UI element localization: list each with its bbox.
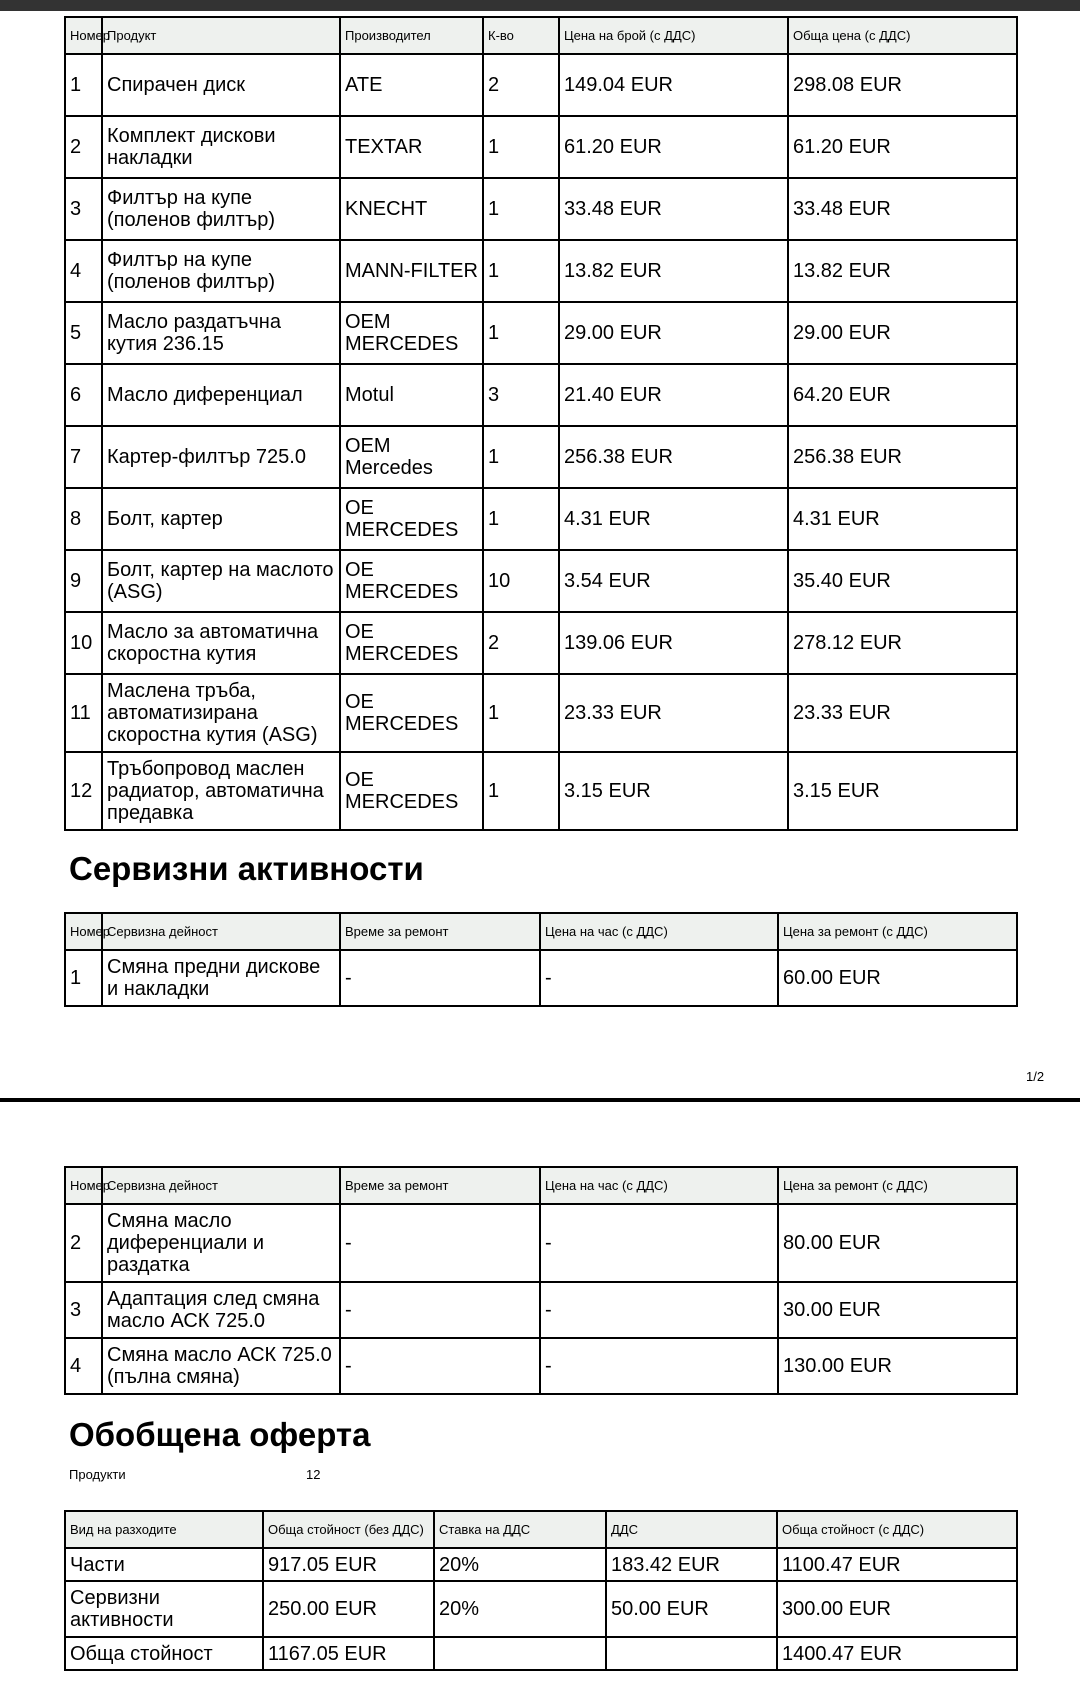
cell-vat-rate bbox=[434, 1637, 606, 1670]
cell-manufacturer: OE MERCEDES bbox=[340, 674, 483, 752]
table-row bbox=[65, 674, 1017, 752]
cell-activity: Смяна предни дискове и накладки bbox=[102, 950, 340, 1006]
cell-quantity: 1 bbox=[483, 302, 559, 364]
cell-net-total: 1167.05 EUR bbox=[263, 1637, 434, 1670]
cell-unit-price: 29.00 EUR bbox=[559, 302, 788, 364]
cell-number: 1 bbox=[65, 54, 102, 116]
cell-unit-price: 4.31 EUR bbox=[559, 488, 788, 550]
cell-product: Картер-филтър 725.0 bbox=[102, 426, 340, 488]
cell-unit-price: 33.48 EUR bbox=[559, 178, 788, 240]
cell-gross-total: 1400.47 EUR bbox=[777, 1637, 1017, 1670]
cell-number: 6 bbox=[65, 364, 102, 426]
cell-quantity: 10 bbox=[483, 550, 559, 612]
cell-unit-price: 23.33 EUR bbox=[559, 674, 788, 752]
header-repair-price: Цена за ремонт (с ДДС) bbox=[778, 913, 1017, 950]
table-row bbox=[65, 550, 1017, 612]
cell-activity: Смяна масло АСК 725.0 (пълна смяна) bbox=[102, 1338, 340, 1394]
header-number: Номер bbox=[65, 913, 102, 950]
services-table-page2 bbox=[64, 1166, 1018, 1395]
cell-quantity: 1 bbox=[483, 178, 559, 240]
cell-net-total: 917.05 EUR bbox=[263, 1548, 434, 1581]
table-row bbox=[65, 364, 1017, 426]
cell-total-price: 35.40 EUR bbox=[788, 550, 1017, 612]
cell-repair-time: - bbox=[340, 1338, 540, 1394]
cell-number: 12 bbox=[65, 752, 102, 830]
summary-products-count bbox=[69, 1467, 321, 1482]
cell-expense-type: Обща стойност bbox=[65, 1637, 263, 1670]
header-quantity: К-во bbox=[483, 17, 559, 54]
table-row bbox=[65, 426, 1017, 488]
cell-product: Болт, картер на маслото (ASG) bbox=[102, 550, 340, 612]
summary-table bbox=[64, 1510, 1018, 1671]
cell-vat bbox=[606, 1637, 777, 1670]
table-row bbox=[65, 1637, 1017, 1670]
cell-unit-price: 139.06 EUR bbox=[559, 612, 788, 674]
header-product: Продукт bbox=[102, 17, 340, 54]
cell-manufacturer: ATE bbox=[340, 54, 483, 116]
cell-gross-total: 300.00 EUR bbox=[777, 1581, 1017, 1637]
cell-number: 8 bbox=[65, 488, 102, 550]
cell-unit-price: 256.38 EUR bbox=[559, 426, 788, 488]
cell-quantity: 1 bbox=[483, 488, 559, 550]
cell-unit-price: 3.54 EUR bbox=[559, 550, 788, 612]
cell-total-price: 3.15 EUR bbox=[788, 752, 1017, 830]
cell-product: Масло за автоматична скоростна кутия bbox=[102, 612, 340, 674]
cell-total-price: 29.00 EUR bbox=[788, 302, 1017, 364]
cell-total-price: 278.12 EUR bbox=[788, 612, 1017, 674]
cell-total-price: 64.20 EUR bbox=[788, 364, 1017, 426]
header-number: Номер bbox=[65, 17, 102, 54]
header-activity: Сервизна дейност bbox=[102, 1167, 340, 1204]
cell-vat: 183.42 EUR bbox=[606, 1548, 777, 1581]
cell-number: 4 bbox=[65, 1338, 102, 1394]
cell-hourly-rate: - bbox=[540, 950, 778, 1006]
table-row bbox=[65, 54, 1017, 116]
cell-number: 2 bbox=[65, 116, 102, 178]
header-manufacturer: Производител bbox=[340, 17, 483, 54]
cell-number: 4 bbox=[65, 240, 102, 302]
cell-expense-type: Части bbox=[65, 1548, 263, 1581]
cell-manufacturer: Motul bbox=[340, 364, 483, 426]
header-repair-price: Цена за ремонт (с ДДС) bbox=[778, 1167, 1017, 1204]
cell-hourly-rate: - bbox=[540, 1204, 778, 1282]
table-row bbox=[65, 116, 1017, 178]
header-number: Номер bbox=[65, 1167, 102, 1204]
cell-number: 10 bbox=[65, 612, 102, 674]
header-vat: ДДС bbox=[606, 1511, 777, 1548]
table-row bbox=[65, 1282, 1017, 1338]
products-table bbox=[64, 16, 1018, 831]
table-header-row bbox=[65, 17, 1017, 54]
cell-product: Филтър на купе (поленов филтър) bbox=[102, 240, 340, 302]
cell-expense-type: Сервизни активности bbox=[65, 1581, 263, 1637]
cell-number: 9 bbox=[65, 550, 102, 612]
cell-quantity: 1 bbox=[483, 674, 559, 752]
cell-total-price: 61.20 EUR bbox=[788, 116, 1017, 178]
cell-vat: 50.00 EUR bbox=[606, 1581, 777, 1637]
cell-unit-price: 61.20 EUR bbox=[559, 116, 788, 178]
cell-product: Масло диференциал bbox=[102, 364, 340, 426]
cell-manufacturer: MANN-FILTER bbox=[340, 240, 483, 302]
cell-hourly-rate: - bbox=[540, 1338, 778, 1394]
table-row bbox=[65, 488, 1017, 550]
cell-manufacturer: OE MERCEDES bbox=[340, 550, 483, 612]
products-count-value: 12 bbox=[306, 1467, 321, 1482]
table-row bbox=[65, 1548, 1017, 1581]
table-header-row bbox=[65, 1511, 1017, 1548]
cell-quantity: 1 bbox=[483, 240, 559, 302]
cell-product: Масло раздатъчна кутия 236.15 bbox=[102, 302, 340, 364]
cell-product: Комплект дискови накладки bbox=[102, 116, 340, 178]
cell-unit-price: 21.40 EUR bbox=[559, 364, 788, 426]
cell-total-price: 298.08 EUR bbox=[788, 54, 1017, 116]
cell-manufacturer: OE MERCEDES bbox=[340, 488, 483, 550]
table-row bbox=[65, 240, 1017, 302]
header-gross-total: Обща стойност (с ДДС) bbox=[777, 1511, 1017, 1548]
cell-manufacturer: OE MERCEDES bbox=[340, 612, 483, 674]
cell-total-price: 13.82 EUR bbox=[788, 240, 1017, 302]
cell-quantity: 3 bbox=[483, 364, 559, 426]
cell-quantity: 1 bbox=[483, 116, 559, 178]
cell-product: Спирачен диск bbox=[102, 54, 340, 116]
products-count-label: Продукти bbox=[69, 1467, 126, 1482]
cell-number: 2 bbox=[65, 1204, 102, 1282]
cell-repair-price: 60.00 EUR bbox=[778, 950, 1017, 1006]
cell-number: 1 bbox=[65, 950, 102, 1006]
table-row bbox=[65, 1338, 1017, 1394]
cell-quantity: 2 bbox=[483, 54, 559, 116]
cell-total-price: 256.38 EUR bbox=[788, 426, 1017, 488]
cell-vat-rate: 20% bbox=[434, 1581, 606, 1637]
header-total-price: Обща цена (с ДДС) bbox=[788, 17, 1017, 54]
cell-gross-total: 1100.47 EUR bbox=[777, 1548, 1017, 1581]
cell-unit-price: 3.15 EUR bbox=[559, 752, 788, 830]
cell-number: 11 bbox=[65, 674, 102, 752]
cell-product: Маслена тръба, автоматизирана скоростна кутия (ASG) bbox=[102, 674, 340, 752]
cell-repair-price: 30.00 EUR bbox=[778, 1282, 1017, 1338]
cell-number: 7 bbox=[65, 426, 102, 488]
services-table-page1 bbox=[64, 912, 1018, 1007]
cell-quantity: 2 bbox=[483, 612, 559, 674]
cell-quantity: 1 bbox=[483, 752, 559, 830]
table-row bbox=[65, 752, 1017, 830]
header-activity: Сервизна дейност bbox=[102, 913, 340, 950]
table-header-row bbox=[65, 1167, 1017, 1204]
cell-manufacturer: OE MERCEDES bbox=[340, 752, 483, 830]
cell-manufacturer: TEXTAR bbox=[340, 116, 483, 178]
header-expense-type: Вид на разходите bbox=[65, 1511, 263, 1548]
cell-activity: Смяна масло диференциали и раздатка bbox=[102, 1204, 340, 1282]
cell-manufacturer: OEM Mercedes bbox=[340, 426, 483, 488]
cell-number: 3 bbox=[65, 1282, 102, 1338]
cell-total-price: 33.48 EUR bbox=[788, 178, 1017, 240]
header-vat-rate: Ставка на ДДС bbox=[434, 1511, 606, 1548]
header-net-total: Обща стойност (без ДДС) bbox=[263, 1511, 434, 1548]
page-separator bbox=[0, 1098, 1080, 1102]
header-unit-price: Цена на брой (с ДДС) bbox=[559, 17, 788, 54]
cell-quantity: 1 bbox=[483, 426, 559, 488]
table-row bbox=[65, 302, 1017, 364]
summary-section-title: Обобщена оферта bbox=[69, 1416, 371, 1453]
cell-repair-time: - bbox=[340, 950, 540, 1006]
header-hourly-rate: Цена на час (с ДДС) bbox=[540, 1167, 778, 1204]
table-header-row bbox=[65, 913, 1017, 950]
cell-number: 3 bbox=[65, 178, 102, 240]
header-repair-time: Време за ремонт bbox=[340, 913, 540, 950]
table-row bbox=[65, 178, 1017, 240]
cell-product: Болт, картер bbox=[102, 488, 340, 550]
cell-repair-time: - bbox=[340, 1282, 540, 1338]
cell-activity: Адаптация след смяна масло АСК 725.0 bbox=[102, 1282, 340, 1338]
viewer-top-bar bbox=[0, 0, 1080, 11]
header-repair-time: Време за ремонт bbox=[340, 1167, 540, 1204]
cell-unit-price: 13.82 EUR bbox=[559, 240, 788, 302]
cell-product: Тръбопровод маслен радиатор, автоматична предавка bbox=[102, 752, 340, 830]
cell-unit-price: 149.04 EUR bbox=[559, 54, 788, 116]
cell-net-total: 250.00 EUR bbox=[263, 1581, 434, 1637]
cell-total-price: 23.33 EUR bbox=[788, 674, 1017, 752]
header-hourly-rate: Цена на час (с ДДС) bbox=[540, 913, 778, 950]
table-row bbox=[65, 1581, 1017, 1637]
cell-vat-rate: 20% bbox=[434, 1548, 606, 1581]
cell-product: Филтър на купе (поленов филтър) bbox=[102, 178, 340, 240]
cell-repair-time: - bbox=[340, 1204, 540, 1282]
cell-total-price: 4.31 EUR bbox=[788, 488, 1017, 550]
table-row bbox=[65, 950, 1017, 1006]
cell-repair-price: 80.00 EUR bbox=[778, 1204, 1017, 1282]
table-row bbox=[65, 1204, 1017, 1282]
cell-hourly-rate: - bbox=[540, 1282, 778, 1338]
page-number: 1/2 bbox=[1026, 1069, 1045, 1084]
table-row bbox=[65, 612, 1017, 674]
services-section-title: Сервизни активности bbox=[69, 850, 424, 887]
cell-manufacturer: KNECHT bbox=[340, 178, 483, 240]
cell-repair-price: 130.00 EUR bbox=[778, 1338, 1017, 1394]
cell-number: 5 bbox=[65, 302, 102, 364]
cell-manufacturer: OEM MERCEDES bbox=[340, 302, 483, 364]
